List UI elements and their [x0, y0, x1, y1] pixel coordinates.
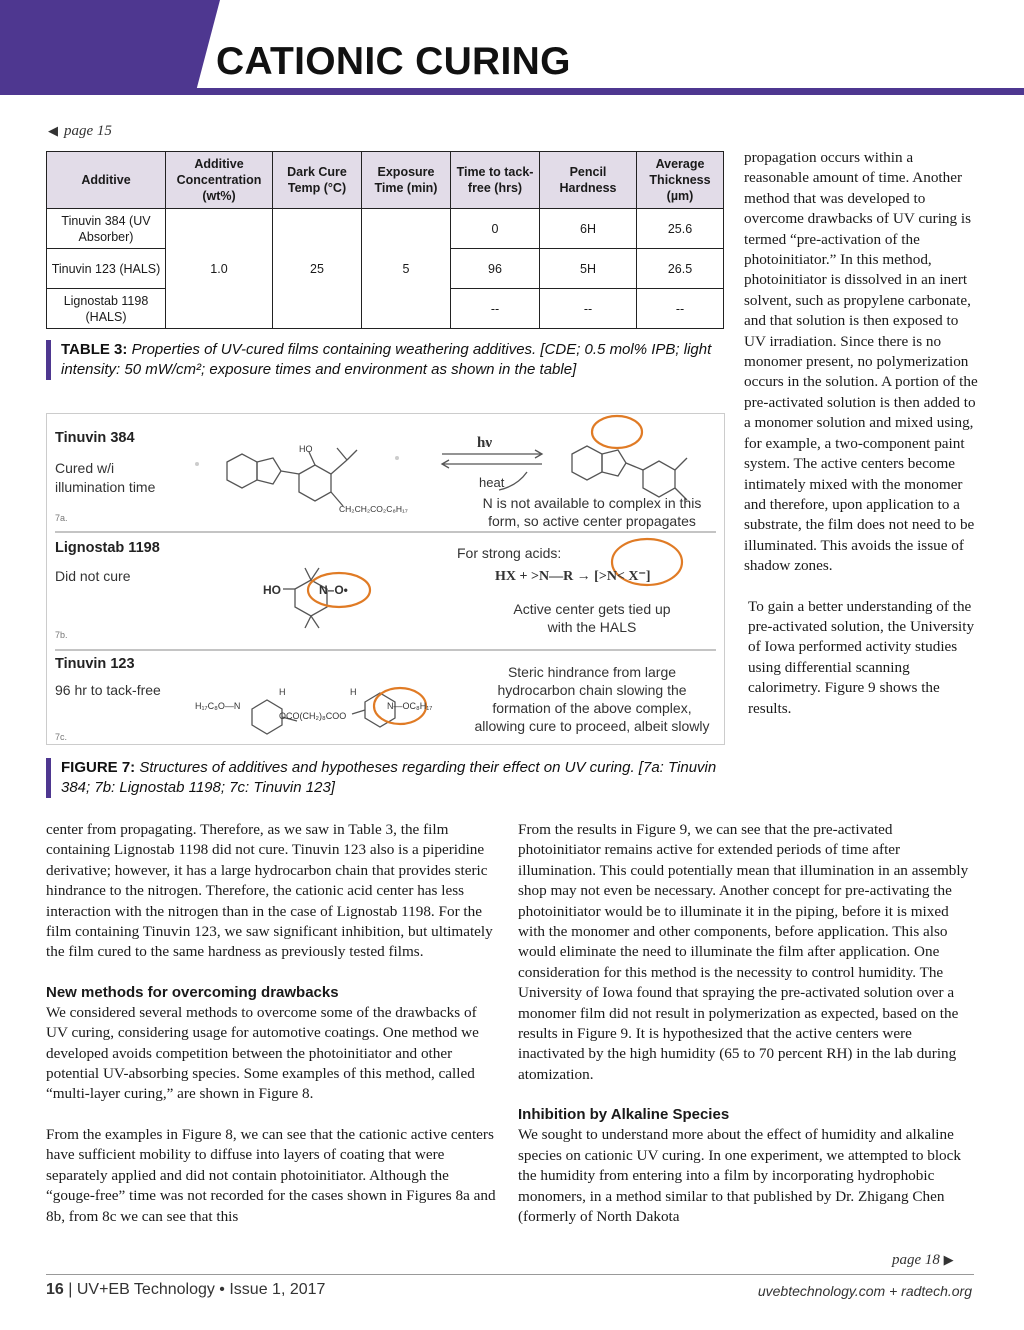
fig7c-sub: 96 hr to tack-free	[55, 682, 161, 698]
cell-additive: Tinuvin 123 (HALS)	[47, 249, 166, 289]
fig7a-hv: hν	[477, 435, 493, 451]
fig7b-sub: Did not cure	[55, 568, 131, 584]
right-column	[744, 148, 980, 719]
fig7a-note2: form, so active center propagates	[488, 513, 696, 529]
fig7c-note1: Steric hindrance from large	[507, 664, 677, 680]
figure-7	[46, 413, 725, 745]
cell-temp: 25	[273, 209, 362, 329]
paragraph: We considered several methods to overcome some of the drawbacks of UV curing, considering usage for automotive coatings. One method we developed avoids competition between the photoinitiator and other potential UV-absorbing species. Some examples of this method, called “multi-layer curing,” are shown in Figure 8.	[46, 1003, 479, 1103]
cell-tack: --	[451, 289, 540, 329]
cell-hardness: 5H	[540, 249, 637, 289]
page-title: CATIONIC CURING	[216, 40, 571, 83]
paragraph: propagation occurs within a reasonable amount of time. Another method that was developed to overcome drawbacks of UV curing is termed “pre-activation of the photoinitiator.” In this method, photoinitiator is dissolved in an inert solvent, such as propylene carbonate, and that solution is then exposed to UV irradiation. Since there is no monomer present, no polymerization occurs in the solution. A portion of the pre-activated solution is then added to a monomer solution and mixed using, for example, a two-component paint system. The active centers become intimately mixed with the monomer and therefore, upon application to a substrate, the film does not need to be illuminated. This avoids the issue of shadow zones.	[744, 149, 978, 575]
paragraph: To gain a better understanding of the pre-activated solution, the University of Iowa performed activity studies using differential scanning calorimetry. Figure 9 shows the results.	[748, 597, 975, 717]
cell-tack: 0	[451, 209, 540, 249]
prev-page-link[interactable]: ◀ page 15	[48, 123, 112, 139]
cell-hardness: --	[540, 289, 637, 329]
col-header: Average Thickness (µm)	[637, 152, 724, 209]
fig7a-note1: N is not available to complex in this	[482, 495, 702, 511]
fig7a-heat: heat	[479, 475, 505, 490]
cell-additive: Tinuvin 384 (UV Absorber)	[47, 209, 166, 249]
figure-7-caption: FIGURE 7: Structures of additives and hypotheses regarding their effect on UV curing. [7a: Tinuvin 384; 7b: Lignostab 1198; 7c: Tinuvin 123]	[46, 758, 729, 798]
paragraph: We sought to understand more about the effect of humidity and alkaline species on cationic UV curing. In one experiment, we attempted to block the humidity from entering into a film by incorporating hydrophobic monomers, in a method similar to that published by Dr. Zhigang Chen (formerly of North Dakota	[518, 1126, 961, 1225]
section-heading: Inhibition by Alkaline Species	[518, 1106, 730, 1124]
fig7b-no: N–O•	[319, 583, 348, 597]
fig7a-sub2: illumination time	[55, 479, 156, 495]
fig7c-left-chain: H₁₇C₈O—N	[195, 701, 241, 711]
cell-additive: Lignostab 1198 (HALS)	[47, 289, 166, 329]
fig7b-note1: Active center gets tied up	[513, 601, 671, 617]
paragraph: center from propagating. Therefore, as we saw in Table 3, the film containing Lignostab 1198 did not cure. Tinuvin 123 also is a piperidine derivative; however, it has a large hydrocarbon chain that provides steric hindrance to the nitrogen. Therefore, the cationic acid center has less interaction with the nitrogen than in the case of Lignostab 1198. For the film containing Tinuvin 123, we saw significant inhibition, but ultimately the film cured to the same hardness as previously tested films.	[46, 821, 493, 961]
fig7b-ho: HO	[263, 583, 281, 597]
table-3-caption: TABLE 3: Properties of UV-cured films containing weathering additives. [CDE; 0.5 mol% IPB; light intensity: 50 mW/cm²; exposure times and environment as shown in the table]	[46, 340, 729, 380]
next-page-link[interactable]: page 18 ▶	[892, 1252, 954, 1268]
col-header: Additive Concentration (wt%)	[166, 152, 273, 209]
left-triangle-icon: ◀	[48, 123, 58, 138]
fig7c-note4: allowing cure to proceed, albeit slowly	[474, 718, 710, 734]
cell-hardness: 6H	[540, 209, 637, 249]
fig7a-sub1: Cured w/i	[55, 460, 115, 476]
col-header: Dark Cure Temp (°C)	[273, 152, 362, 209]
fig7c-note2: hydrocarbon chain slowing the	[497, 682, 687, 698]
col-header: Time to tack-free (hrs)	[451, 152, 540, 209]
cell-thickness: 25.6	[637, 209, 724, 249]
fig7b-note2: with the HALS	[547, 619, 637, 635]
paragraph: From the results in Figure 9, we can see that the pre-activated photoinitiator remains active for extended periods of time after illumination. This could potentially mean that illumination in an assembly shop may not even be necessary. Another concept for pre-activating the photoinitiator would be to illuminate it in the piping, before it is mixed with the monomer and other components, before application. This also would eliminate the need to illuminate the film after application. One consideration for this method is the necessity to control humidity. The University of Iowa found that spraying the pre-activated solution over a monomer film did not result in polymerization as expected, based on the results in Figure 9. It is hypothesized that the active centers were inactivated by the high humidity (65 to 70 percent RH) in the lab during atomization.	[518, 821, 969, 1083]
fig7a-tag: 7a.	[55, 513, 68, 523]
fig7c-tag: 7c.	[55, 732, 68, 742]
cell-concentration: 1.0	[166, 209, 273, 329]
fig7a-chain: CH₂CH₂CO₂C₈H₁₇	[339, 504, 408, 514]
middle-column	[518, 820, 974, 1227]
fig7c-title: Tinuvin 123	[55, 656, 135, 672]
cell-tack: 96	[451, 249, 540, 289]
table-row	[47, 209, 724, 249]
cell-exposure: 5	[362, 209, 451, 329]
col-header: Additive	[47, 152, 166, 209]
footer-websites[interactable]: uvebtechnology.com + radtech.org	[757, 1283, 972, 1299]
fig7b-tag: 7b.	[55, 630, 68, 640]
left-column	[46, 820, 498, 1227]
col-header: Exposure Time (min)	[362, 152, 451, 209]
fig7b-equation: HX + >N—R → [>N< X⁻]	[495, 569, 651, 584]
fig7c-h-right: H	[350, 687, 357, 697]
cell-thickness: 26.5	[637, 249, 724, 289]
paragraph: From the examples in Figure 8, we can see that the cationic active centers have sufficient mobility to diffuse into layers of coating that were separately applied and did not contain photoinitiator. Although the “gouge-free” time was not recorded for the cases shown in Figures 8a and 8b, from 8c we can see that this	[46, 1125, 496, 1225]
footer-divider	[46, 1274, 974, 1275]
table-3	[46, 151, 724, 329]
fig7a-ho: HO	[299, 444, 313, 454]
cell-thickness: --	[637, 289, 724, 329]
fig7b-title: Lignostab 1198	[55, 540, 160, 556]
fig7c-h-left: H	[279, 687, 286, 697]
fig7c-ester: OCO(CH₂)₈COO	[279, 711, 347, 721]
col-header: Pencil Hardness	[540, 152, 637, 209]
section-heading: New methods for overcoming drawbacks	[46, 983, 339, 1001]
fig7a-title: Tinuvin 384	[55, 430, 135, 446]
footer-publication: 16 | UV+EB Technology • Issue 1, 2017	[46, 1281, 326, 1298]
fig7c-note3: formation of the above complex,	[492, 700, 692, 716]
fig7b-acid: For strong acids:	[457, 545, 562, 561]
right-triangle-icon: ▶	[943, 1252, 954, 1267]
fig7c-right-chain: N—OC₈H₁₇	[387, 701, 433, 711]
